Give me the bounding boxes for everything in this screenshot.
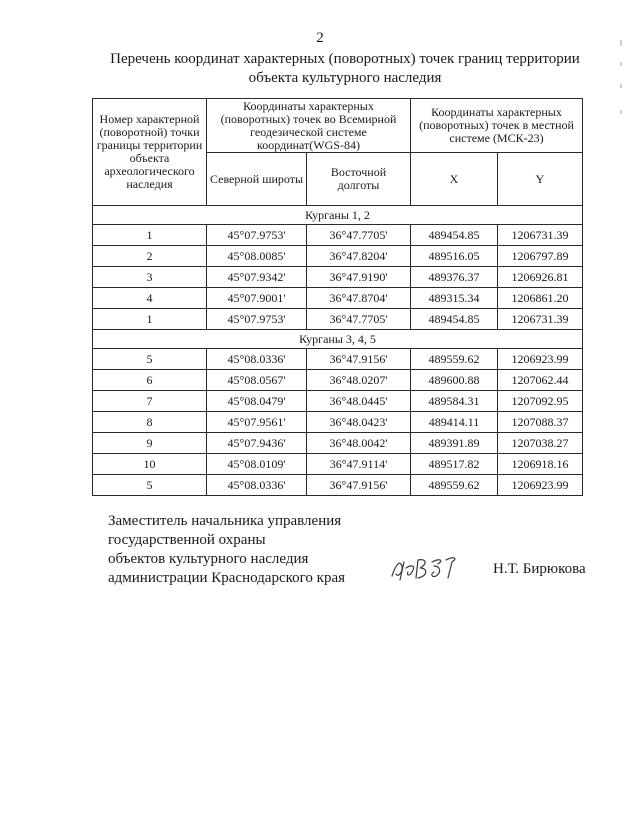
cell-y: 1206861.20	[498, 288, 583, 309]
cell-point: 4	[93, 288, 207, 309]
cell-lat: 45°07.9561'	[207, 412, 307, 433]
table-row	[93, 412, 583, 433]
signer-position-line-3: объектов культурного наследия	[108, 551, 309, 567]
cell-lon: 36°48.0423'	[307, 412, 411, 433]
group-label-kurgany-3-4-5: Курганы 3, 4, 5	[93, 330, 583, 349]
cell-y: 1206731.39	[498, 309, 583, 330]
cell-point: 1	[93, 309, 207, 330]
group-label-kurgany-1-2: Курганы 1, 2	[93, 206, 583, 225]
cell-lat: 45°08.0567'	[207, 370, 307, 391]
cell-x: 489516.05	[411, 246, 498, 267]
cell-y: 1207092.95	[498, 391, 583, 412]
header-east-longitude: Восточной долготы	[307, 153, 411, 206]
cell-x: 489454.85	[411, 309, 498, 330]
cell-x: 489600.88	[411, 370, 498, 391]
cell-point: 5	[93, 349, 207, 370]
cell-lat: 45°07.9001'	[207, 288, 307, 309]
cell-lon: 36°47.9190'	[307, 267, 411, 288]
header-north-latitude: Северной широты	[207, 153, 307, 206]
cell-point: 6	[93, 370, 207, 391]
cell-x: 489517.82	[411, 454, 498, 475]
cell-y: 1206926.81	[498, 267, 583, 288]
cell-x: 489376.37	[411, 267, 498, 288]
cell-y: 1206797.89	[498, 246, 583, 267]
cell-lat: 45°08.0336'	[207, 475, 307, 496]
cell-y: 1206923.99	[498, 475, 583, 496]
cell-point: 1	[93, 225, 207, 246]
cell-lat: 45°08.0336'	[207, 349, 307, 370]
table-row	[93, 288, 583, 309]
cell-lat: 45°08.0085'	[207, 246, 307, 267]
cell-point: 8	[93, 412, 207, 433]
cell-y: 1206731.39	[498, 225, 583, 246]
coordinates-table	[92, 98, 583, 496]
cell-lon: 36°47.9156'	[307, 475, 411, 496]
cell-y: 1207088.37	[498, 412, 583, 433]
table-row	[93, 349, 583, 370]
page-number: 2	[316, 30, 324, 46]
table-row	[93, 309, 583, 330]
table-row	[93, 433, 583, 454]
cell-lon: 36°47.8204'	[307, 246, 411, 267]
cell-lat: 45°07.9753'	[207, 225, 307, 246]
cell-lat: 45°08.0479'	[207, 391, 307, 412]
cell-x: 489559.62	[411, 349, 498, 370]
cell-x: 489584.31	[411, 391, 498, 412]
header-y: Y	[498, 153, 583, 206]
cell-point: 10	[93, 454, 207, 475]
cell-y: 1207038.27	[498, 433, 583, 454]
title-line-2: объекта культурного наследия	[248, 70, 442, 86]
header-point-number: Номер характерной (поворотной) точки границы территории объекта археологического наследия	[93, 99, 207, 206]
cell-lon: 36°48.0042'	[307, 433, 411, 454]
header-msk-group: Координаты характерных (поворотных) точек в местной системе (МСК-23)	[411, 99, 583, 153]
signer-position-line-2: государственной охраны	[108, 532, 266, 548]
header-x: X	[411, 153, 498, 206]
cell-point: 2	[93, 246, 207, 267]
signature-block	[108, 512, 345, 588]
signer-name: Н.Т. Бирюкова	[493, 561, 586, 577]
cell-y: 1206923.99	[498, 349, 583, 370]
table-row	[93, 454, 583, 475]
table-row	[93, 246, 583, 267]
signer-position-line-1: Заместитель начальника управления	[108, 513, 342, 529]
cell-lat: 45°07.9753'	[207, 309, 307, 330]
cell-point: 5	[93, 475, 207, 496]
cell-point: 7	[93, 391, 207, 412]
cell-lon: 36°48.0207'	[307, 370, 411, 391]
cell-lon: 36°47.9156'	[307, 349, 411, 370]
cell-lon: 36°47.9114'	[307, 454, 411, 475]
table-row	[93, 225, 583, 246]
margin-scan-marks-icon	[618, 40, 624, 130]
cell-lon: 36°47.7705'	[307, 309, 411, 330]
cell-x: 489414.11	[411, 412, 498, 433]
cell-x: 489315.34	[411, 288, 498, 309]
cell-lon: 36°47.7705'	[307, 225, 411, 246]
cell-lat: 45°07.9342'	[207, 267, 307, 288]
cell-y: 1206918.16	[498, 454, 583, 475]
table-row	[93, 391, 583, 412]
signer-position-line-4: администрации Краснодарского края	[108, 570, 346, 586]
cell-point: 9	[93, 433, 207, 454]
cell-lon: 36°47.8704'	[307, 288, 411, 309]
header-wgs-group: Координаты характерных (поворотных) точек во Всемирной геодезической системе координат(WGS-84)	[207, 99, 411, 153]
handwritten-signature-icon	[388, 554, 472, 584]
cell-lon: 36°48.0445'	[307, 391, 411, 412]
table-row	[93, 370, 583, 391]
table-row	[93, 267, 583, 288]
cell-x: 489559.62	[411, 475, 498, 496]
cell-x: 489454.85	[411, 225, 498, 246]
cell-y: 1207062.44	[498, 370, 583, 391]
cell-lat: 45°07.9436'	[207, 433, 307, 454]
cell-point: 3	[93, 267, 207, 288]
cell-x: 489391.89	[411, 433, 498, 454]
title-line-1: Перечень координат характерных (поворотных) точек границ территории	[110, 51, 580, 67]
cell-lat: 45°08.0109'	[207, 454, 307, 475]
document-title	[110, 50, 580, 88]
table-row	[93, 475, 583, 496]
